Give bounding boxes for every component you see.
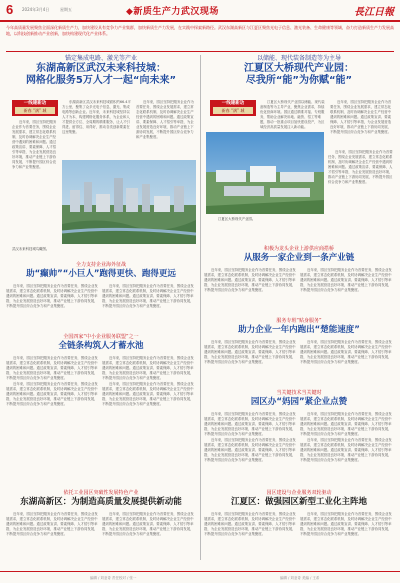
page-number: 6 bbox=[6, 2, 14, 17]
section-title: ◆新质生产力武汉现场 bbox=[126, 7, 219, 17]
right-sub-story-3-body-b bbox=[300, 412, 394, 478]
right-sub-story-3-text-b: 近年来，园区坚持把服务企业作为首要任务，围绕企业发展需求，建立常态化联系机制，及时协调解决企业生产经营中遇到的困难和问题。通过政策宣讲、要素保障、人才招引等举措，为企业发展营造良好环境，推动产业链上下游协同发展，不断提升园区综合竞争力和产业集聚度。 bbox=[300, 412, 392, 436]
left-sub-story-1-kicker: 全力支持企业海外征战 bbox=[75, 262, 126, 268]
lead-text: 今年高质量发展聚焦全面深化新质生产力，加快建设具有竞争力产业集群，加快新质生产力发展，在实践中探索新路径。武汉东湖高新区与江夏区聚焦光电子信息、激光装备、生命健康等领域，奋力打造新质生产力发展高地，以科技创新推动产业创新，加快构建现代化产业体系。 bbox=[6, 25, 394, 36]
right-bottom-story bbox=[204, 490, 394, 508]
right-sub-story-2-body-a bbox=[204, 340, 296, 388]
left-sub-story-2-text-b2: 近年来，园区坚持把服务企业作为首要任务，围绕企业发展需求，建立常态化联系机制，及时协调解决企业生产经营中遇到的困难和问题。通过政策宣讲、要素保障、人才招引等举措，为企业发展营造良好环境，推动产业链上下游协同发展，不断提升园区综合竞争力和产业集聚度。 bbox=[102, 382, 194, 406]
footer-left: 编辑 / 刘亚奇 责任校对 / 张一 bbox=[90, 576, 137, 580]
left-story-badge bbox=[12, 100, 58, 116]
right-sub-story-3-body-a bbox=[204, 412, 296, 478]
left-sub-story-1-body-a bbox=[6, 284, 98, 332]
right-sub-story-1-text-b: 近年来，园区坚持把服务企业作为首要任务，围绕企业发展需求，建立常态化联系机制，及时协调解决企业生产经营中遇到的困难和问题。通过政策宣讲、要素保障、人才招引等举措，为企业发展营造良好环境，推动产业链上下游协同发展，不断提升园区综合竞争力和产业集聚度。 bbox=[300, 268, 392, 292]
right-badge-top: 一线建新功 bbox=[221, 101, 245, 106]
right-story-photo bbox=[206, 132, 324, 214]
lead-paragraph bbox=[6, 25, 394, 52]
left-sub-story-1-text-a: 近年来，园区坚持把服务企业作为首要任务，围绕企业发展需求，建立常态化联系机制，及时协调解决企业生产经营中遇到的困难和问题。通过政策宣讲、要素保障、人才招引等举措，为企业发展营造良好环境，推动产业链上下游协同发展，不断提升园区综合竞争力和产业集聚度。 bbox=[6, 284, 98, 308]
masthead bbox=[0, 0, 400, 22]
right-sub-story-1-headline: 从服务一家企业到一条产业链 bbox=[243, 253, 355, 263]
city-aerial-image bbox=[62, 160, 196, 244]
left-photo-caption: 武汉未来科技城鸟瞰图。 bbox=[12, 247, 50, 251]
right-sub-story-3-text-b2: 近年来，园区坚持把服务企业作为首要任务，围绕企业发展需求，建立常态化联系机制，及时协调解决企业生产经营中遇到的困难和问题。通过政策宣讲、要素保障、人才招引等举措，为企业发展营造良好环境，推动产业链上下游协同发展，不断提升园区综合竞争力和产业集聚度。 bbox=[300, 438, 392, 462]
right-sub-story-2-text-b: 近年来，园区坚持把服务企业作为首要任务，围绕企业发展需求，建立常态化联系机制，及时协调解决企业生产经营中遇到的困难和问题。通过政策宣讲、要素保障、人才招引等举措，为企业发展营造良好环境，推动产业链上下游协同发展，不断提升园区综合竞争力和产业集聚度。 bbox=[300, 340, 392, 364]
left-sub-story-2 bbox=[6, 334, 196, 352]
left-bottom-story-text-b: 近年来，园区坚持把服务企业作为首要任务，围绕企业发展需求，建立常态化联系机制，及时协调解决企业生产经营中遇到的困难和问题。通过政策宣讲、要素保障、人才招引等举措，为企业发展营造良好环境，推动产业链上下游协同发展，不断提升园区综合竞争力和产业集聚度。 bbox=[102, 512, 194, 536]
right-bottom-story-kicker: 园区建设与企业服务双轮驱动 bbox=[266, 490, 332, 496]
left-story-header bbox=[6, 55, 196, 87]
right-bottom-story-headline: 江夏区：做强园区新型工业化主阵地 bbox=[230, 497, 367, 507]
left-bottom-story-body-a bbox=[6, 512, 98, 564]
right-sub-story-2 bbox=[204, 318, 394, 336]
right-sub-story-2-text-a: 近年来，园区坚持把服务企业作为首要任务，围绕企业发展需求，建立常态化联系机制，及时协调解决企业生产经营中遇到的困难和问题。通过政策宣讲、要素保障、人才招引等举措，为企业发展营造良好环境，推动产业链上下游协同发展，不断提升园区综合竞争力和产业集聚度。 bbox=[204, 340, 296, 364]
right-story-headline-2: 尽我所“能”为你赋“能” bbox=[245, 75, 353, 86]
left-sub-story-2-body-a bbox=[6, 356, 98, 422]
right-sub-story-3-text-a: 近年来，园区坚持把服务企业作为首要任务，围绕企业发展需求，建立常态化联系机制，及时协调解决企业生产经营中遇到的困难和问题。通过政策宣讲、要素保障、人才招引等举措，为企业发展营造良好环境，推动产业链上下游协同发展，不断提升园区综合竞争力和产业集聚度。 bbox=[204, 412, 296, 436]
right-sub-story-2-kicker: 服务专班“贴身服务” bbox=[276, 318, 322, 324]
right-story-kicker: 以储能、现代装备制造等为主导 bbox=[256, 55, 341, 62]
left-sub-story-2-body-b bbox=[102, 356, 196, 422]
right-sub-story-1 bbox=[204, 246, 394, 264]
right-story-filler-2: 近年来，园区坚持把服务企业作为首要任务，围绕企业发展需求，建立常态化联系机制，及时协调解决企业生产经营中遇到的困难和问题。通过政策宣讲、要素保障、人才招引等举措，为企业发展营造良好环境，推动产业链上下游协同发展，不断提升园区综合竞争力和产业集聚度。 bbox=[328, 150, 393, 184]
right-sub-story-3-text-a2: 近年来，园区坚持把服务企业作为首要任务，围绕企业发展需求，建立常态化联系机制，及时协调解决企业生产经营中遇到的困难和问题。通过政策宣讲、要素保障、人才招引等举措，为企业发展营造良好环境，推动产业链上下游协同发展，不断提升园区综合竞争力和产业集聚度。 bbox=[204, 438, 296, 462]
column-divider bbox=[200, 55, 201, 560]
right-story-body-col3 bbox=[328, 150, 394, 222]
left-story-photo bbox=[62, 160, 196, 244]
right-sub-story-1-kicker: 积极为龙头企业上游供应商搭桥 bbox=[263, 246, 334, 252]
right-story-badge bbox=[210, 100, 256, 116]
right-story-header bbox=[204, 55, 394, 87]
left-badge-top: 一线建新功 bbox=[23, 101, 47, 106]
left-story-filler-2: 近年来，园区坚持把服务企业作为首要任务，围绕企业发展需求，建立常态化联系机制，及时协调解决企业生产经营中遇到的困难和问题。通过政策宣讲、要素保障、人才招引等举措，为企业发展营造良好环境，推动产业链上下游协同发展，不断提升园区综合竞争力和产业集聚度。 bbox=[12, 120, 57, 169]
left-sub-story-1-headline: 助“癫帅”“小巨人”跑得更快、跑得更远 bbox=[26, 269, 176, 279]
right-bottom-story-text-b: 近年来，园区坚持把服务企业作为首要任务，围绕企业发展需求，建立常态化联系机制，及时协调解决企业生产经营中遇到的困难和问题。通过政策宣讲、要素保障、人才招引等举措，为企业发展营造良好环境，推动产业链上下游协同发展，不断提升园区综合竞争力和产业集聚度。 bbox=[300, 512, 392, 536]
right-story-filler: 近年来，园区坚持把服务企业作为首要任务，围绕企业发展需求，建立常态化联系机制，及时协调解决企业生产经营中遇到的困难和问题。通过政策宣讲、要素保障、人才招引等举措，为企业发展营造良好环境，推动产业链上下游协同发展，不断提升园区综合竞争力和产业集聚度。 bbox=[330, 100, 392, 134]
right-photo-caption: 江夏区大桥现代产业园。 bbox=[218, 217, 256, 221]
issue-weekday: 星期五 bbox=[60, 7, 72, 12]
right-sub-story-2-body-b bbox=[300, 340, 394, 388]
left-bottom-story-kicker: 依托工业园区突破性发展特色产业 bbox=[63, 490, 139, 496]
left-story-headline-1: 东湖高新区武汉未来科技城： bbox=[36, 63, 166, 74]
right-sub-story-1-body-b bbox=[300, 268, 394, 316]
right-story-body-col1 bbox=[260, 100, 325, 130]
right-bottom-story-body-b bbox=[300, 512, 394, 564]
industrial-park-image bbox=[206, 132, 324, 214]
right-story-headline-1: 江夏区大桥现代产业园： bbox=[244, 63, 354, 74]
right-sub-story-3 bbox=[204, 390, 394, 408]
right-sub-story-3-kicker: 当关键技术当关键时 bbox=[276, 390, 322, 396]
left-sub-story-1-body-b bbox=[102, 284, 196, 332]
right-sub-story-2-headline: 助力企业一年内跑出“楚能速度” bbox=[238, 325, 360, 335]
left-sub-story-2-text-b: 近年来，园区坚持把服务企业作为首要任务，围绕企业发展需求，建立常态化联系机制，及时协调解决企业生产经营中遇到的困难和问题。通过政策宣讲、要素保障、人才招引等举措，为企业发展营造良好环境，推动产业链上下游协同发展，不断提升园区综合竞争力和产业集聚度。 bbox=[102, 356, 194, 380]
right-story-body-col2 bbox=[330, 100, 394, 150]
left-badge-bottom: 新春 “满” 城 bbox=[15, 107, 55, 114]
left-story-filler: 近年来，园区坚持把服务企业作为首要任务，围绕企业发展需求，建立常态化联系机制，及时协调解决企业生产经营中遇到的困难和问题。通过政策宣讲、要素保障、人才招引等举措，为企业发展营造良好环境，推动产业链上下游协同发展，不断提升园区综合竞争力和产业集聚度。 bbox=[136, 100, 194, 139]
left-story-body: 东湖高新区武汉未来科技城面积约66.4平方公里，聚集了众多光电子信息、激光、集成电路等创新企业。近年来，未来科技城坚持以人才为本，构建网格化服务体系，为企业和人才提供全方位、全周期的精准服务，让人才引得进、留得住、用得好，推动各类创新要素在这里集聚。 bbox=[62, 100, 131, 134]
left-sub-story-1 bbox=[6, 262, 196, 280]
left-bottom-story-headline: 东湖高新区：为制造高质量发展提供新动能 bbox=[20, 497, 182, 507]
left-story-kicker: 锚定集成电路、激光等产业 bbox=[64, 55, 137, 62]
left-sub-story-2-headline: 全链条构筑人才蓄水池 bbox=[58, 341, 144, 351]
right-sub-story-1-body-a bbox=[204, 268, 296, 316]
left-story-body-col0 bbox=[12, 120, 58, 220]
left-sub-story-2-text-a2: 近年来，园区坚持把服务企业作为首要任务，围绕企业发展需求，建立常态化联系机制，及时协调解决企业生产经营中遇到的困难和问题。通过政策宣讲、要素保障、人才招引等举措，为企业发展营造良好环境，推动产业链上下游协同发展，不断提升园区综合竞争力和产业集聚度。 bbox=[6, 382, 98, 406]
right-sub-story-3-headline: 园区办“妈园”紧企业点赞 bbox=[250, 397, 348, 407]
right-bottom-story-body-a bbox=[204, 512, 296, 564]
left-bottom-story-text-a: 近年来，园区坚持把服务企业作为首要任务，围绕企业发展需求，建立常态化联系机制，及时协调解决企业生产经营中遇到的困难和问题。通过政策宣讲、要素保障、人才招引等举措，为企业发展营造良好环境，推动产业链上下游协同发展，不断提升园区综合竞争力和产业集聚度。 bbox=[6, 512, 98, 536]
right-sub-story-1-text-a: 近年来，园区坚持把服务企业作为首要任务，围绕企业发展需求，建立常态化联系机制，及时协调解决企业生产经营中遇到的困难和问题。通过政策宣讲、要素保障、人才招引等举措，为企业发展营造良好环境，推动产业链上下游协同发展，不断提升园区综合竞争力和产业集聚度。 bbox=[204, 268, 296, 292]
left-sub-story-2-kicker: 全国四家“中小企业服务联盟”之一 bbox=[63, 334, 139, 340]
footer-right: 编辑 / 刘亚奇 美编 / 王希 bbox=[280, 576, 320, 580]
right-badge-bottom: 新春 “满” 城 bbox=[213, 107, 253, 114]
right-bottom-story-text-a: 近年来，园区坚持把服务企业作为首要任务，围绕企业发展需求，建立常态化联系机制，及时协调解决企业生产经营中遇到的困难和问题。通过政策宣讲、要素保障、人才招引等举措，为企业发展营造良好环境，推动产业链上下游协同发展，不断提升园区综合竞争力和产业集聚度。 bbox=[204, 512, 296, 536]
right-story-body: 江夏区大桥现代产业园以储能、现代装备制造等为主导产业，聚焦企业需求，持续优化营商环境。园区通过精准对接、专班服务，帮助企业解决用地、融资、招工等难题，推动一批重点项目加快建设投产，为区域经济高质量发展注入新动能。 bbox=[260, 100, 325, 129]
footer-rule bbox=[0, 571, 400, 572]
left-bottom-story-body-b bbox=[102, 512, 196, 564]
left-sub-story-2-text-a: 近年来，园区坚持把服务企业作为首要任务，围绕企业发展需求，建立常态化联系机制，及时协调解决企业生产经营中遇到的困难和问题。通过政策宣讲、要素保障、人才招引等举措，为企业发展营造良好环境，推动产业链上下游协同发展，不断提升园区综合竞争力和产业集聚度。 bbox=[6, 356, 98, 380]
left-sub-story-1-text-b: 近年来，园区坚持把服务企业作为首要任务，围绕企业发展需求，建立常态化联系机制，及时协调解决企业生产经营中遇到的困难和问题。通过政策宣讲、要素保障、人才招引等举措，为企业发展营造良好环境，推动产业链上下游协同发展，不断提升园区综合竞争力和产业集聚度。 bbox=[102, 284, 194, 308]
left-story-body-col2 bbox=[136, 100, 196, 160]
left-bottom-story bbox=[6, 490, 196, 508]
left-story-headline-2: 网格化服务5万人才一起“向未来” bbox=[25, 75, 177, 86]
issue-date: 2024年3月4日 bbox=[22, 7, 50, 12]
newspaper-logo: 長江日報 bbox=[354, 7, 394, 18]
